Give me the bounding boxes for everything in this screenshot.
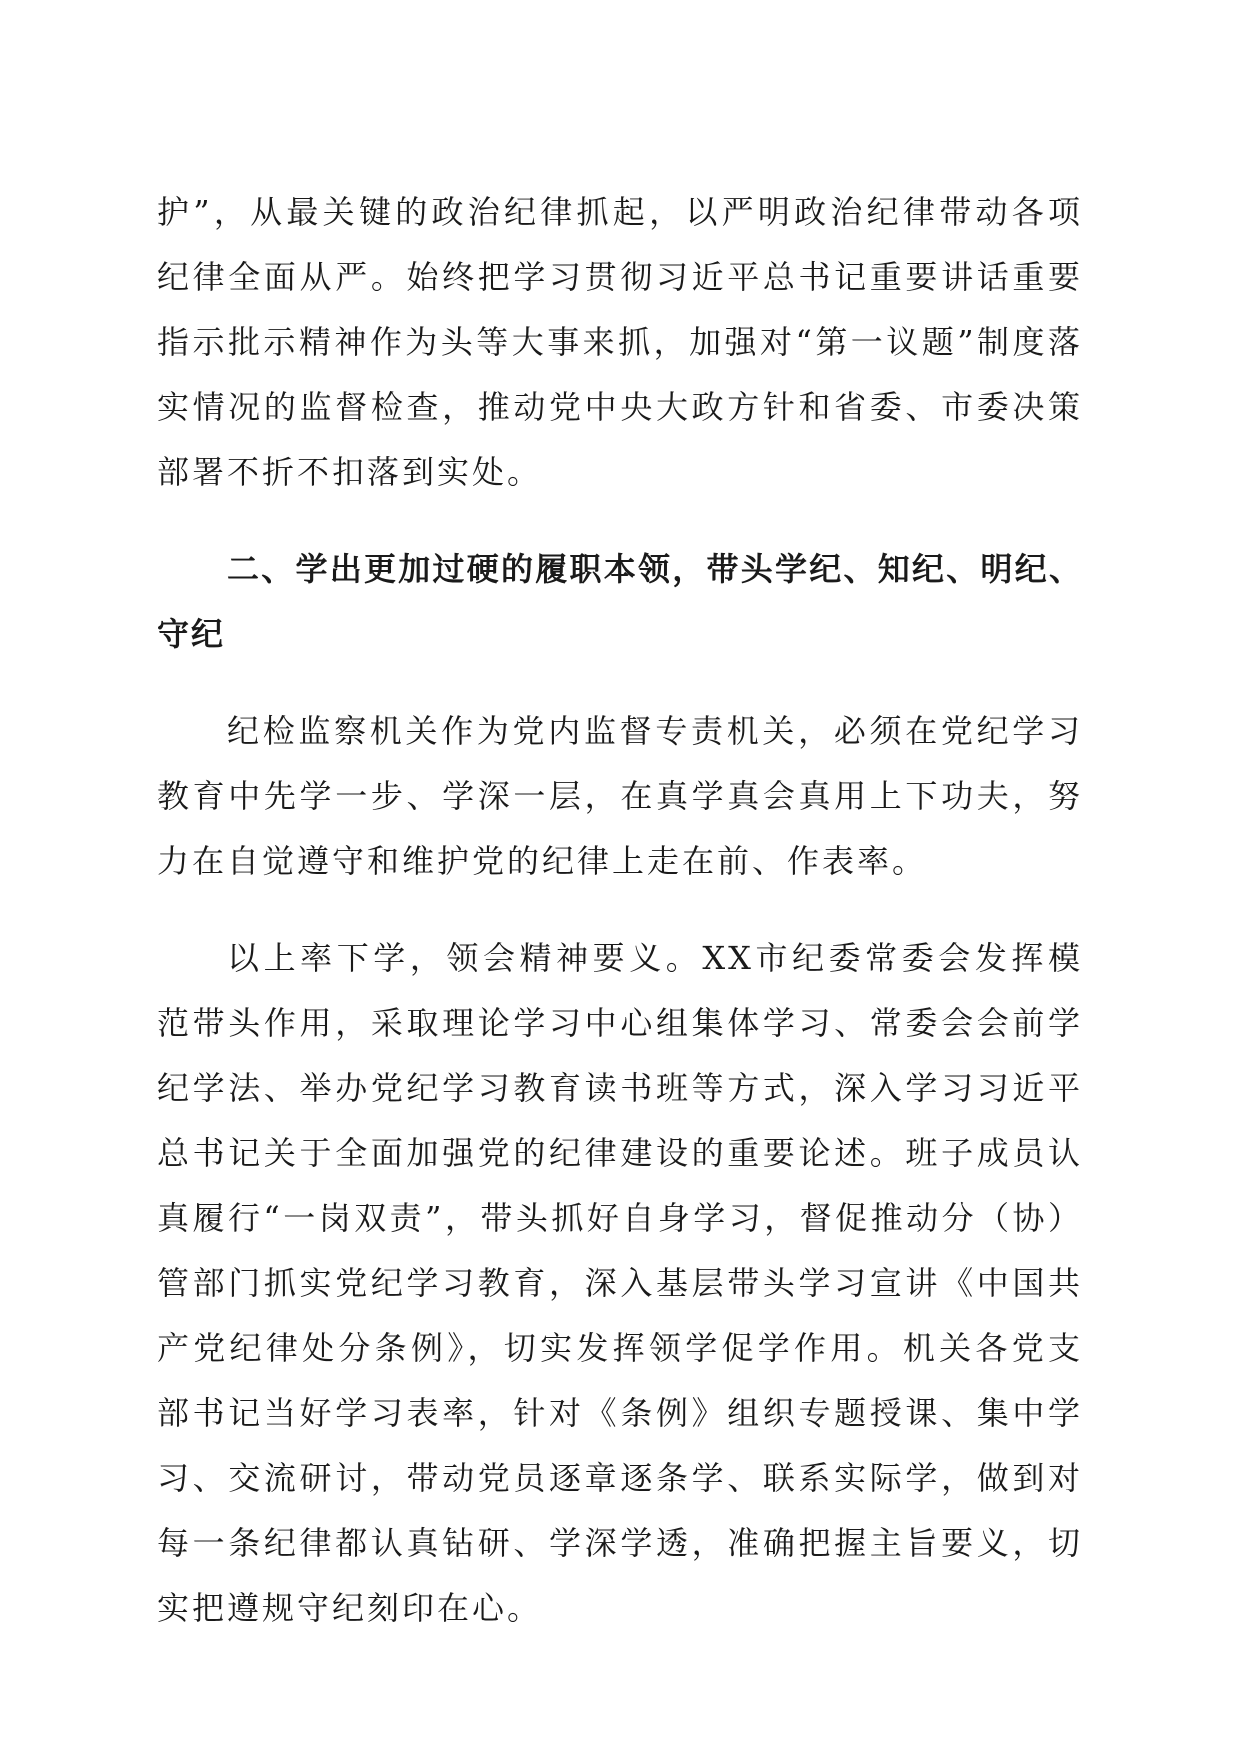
continuation-paragraph: 护”，从最关键的政治纪律抓起，以严明政治纪律带动各项纪律全面从严。始终把学习贯彻习近平总书记重要讲话重要指示批示精神作为头等大事来抓，加强对“第一议题”制度落实情况的监督检查，推动党中央大政方针和省委、市委决策部署不折不扣落到实处。 — [157, 193, 1083, 491]
body-paragraph-1: 纪检监察机关作为党内监督专责机关，必须在党纪学习教育中先学一步、学深一层，在真学真会真用上下功夫，努力在自觉遵守和维护党的纪律上走在前、作表率。 — [157, 712, 1083, 880]
paragraph-gap — [157, 505, 1083, 537]
paragraph-gap — [157, 894, 1083, 926]
body-paragraph-2: 以上率下学，领会精神要义。XX市纪委常委会发挥模范带头作用，采取理论学习中心组集体学习、常委会会前学纪学法、举办党纪学习教育读书班等方式，深入学习习近平总书记关于全面加强党的纪律建设的重要论述。班子成员认真履行“一岗双责”，带头抓好自身学习，督促推动分（协）管部门抓实党纪学习教育，深入基层带头学习宣讲《中国共产党纪律处分条例》，切实发挥领学促学作用。机关各党支部书记当好学习表率，针对《条例》组织专题授课、集中学习、交流研讨，带动党员逐章逐条学、联系实际学，做到对每一条纪律都认真钻研、学深学透，准确把握主旨要义，切实把遵规守纪刻印在心。 — [157, 939, 1083, 1627]
section-heading: 二、学出更加过硬的履职本领，带头学纪、知纪、明纪、守纪 — [157, 550, 1083, 653]
document-body — [157, 180, 1083, 1641]
paragraph-gap — [157, 667, 1083, 699]
